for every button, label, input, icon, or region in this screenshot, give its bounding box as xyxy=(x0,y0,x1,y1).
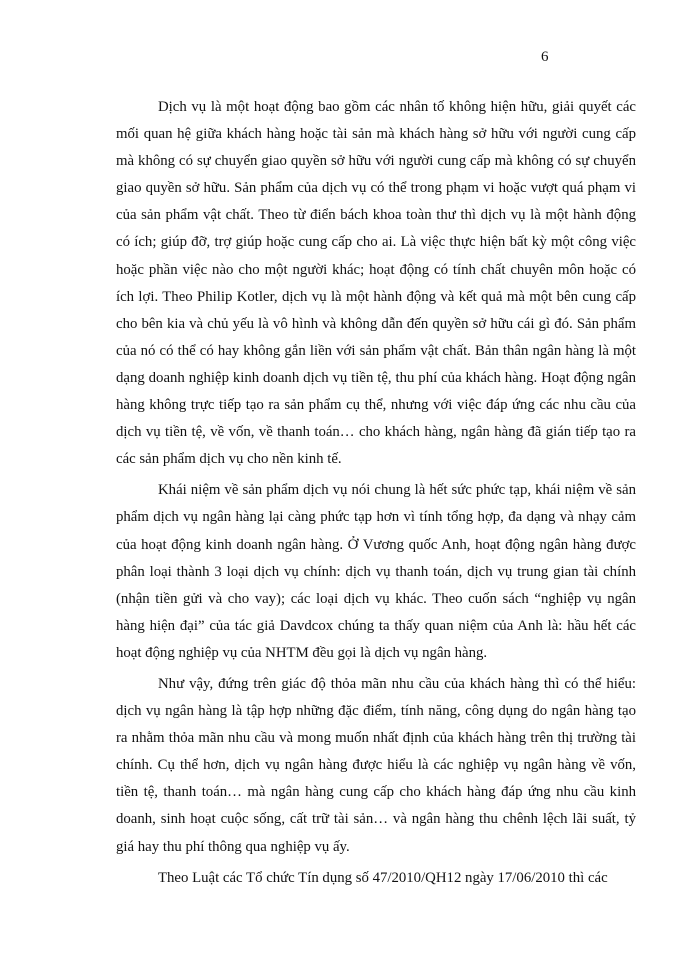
paragraph-service-definition: Dịch vụ là một hoạt động bao gồm các nhân tố không hiện hữu, giải quyết các mối quan hệ giữa khách hàng hoặc tài sản mà khách hàng sở hữu với người cung cấp mà không có sự chuyển giao quyền sở hữu với người cung cấp mà không có sự chuyển giao quyền sở hữu. Sản phẩm của dịch vụ có thể trong phạm vi hoặc vượt quá phạm vi của sản phẩm vật chất. Theo từ điển bách khoa toàn thư thì dịch vụ là một hành động có ích; giúp đỡ, trợ giúp hoặc cung cấp cho ai. Là việc thực hiện bất kỳ một công việc hoặc phần việc nào cho một người khác; hoạt động có tính chất chuyên môn hoặc có ích lợi. Theo Philip Kotler, dịch vụ là một hành động và kết quả mà một bên cung cấp cho bên kia và chủ yếu là vô hình và không dẫn đến quyền sở hữu cái gì đó. Sản phẩm của nó có thể có hay không gắn liền với sản phẩm vật chất. Bản thân ngân hàng là một dạng doanh nghiệp kinh doanh dịch vụ tiền tệ, thu phí của khách hàng. Hoạt động ngân hàng không trực tiếp tạo ra sản phẩm cụ thể, nhưng với việc đáp ứng các nhu cầu của dịch vụ tiền tệ, về vốn, về thanh toán… cho khách hàng, ngân hàng đã gián tiếp tạo ra các sản phẩm dịch vụ cho nền kinh tế. xyxy=(116,99,636,468)
paragraph-bank-service-summary: Như vậy, đứng trên giác độ thỏa mãn nhu cầu của khách hàng thì có thể hiểu: dịch vụ ngân hàng là tập hợp những đặc điểm, tính năng, công dụng do ngân hàng tạo ra nhằm thỏa mãn nhu cầu và mong muốn nhất định của khách hàng trên thị trường tài chính. Cụ thể hơn, dịch vụ ngân hàng được hiểu là các nghiệp vụ ngân hàng về vốn, tiền tệ, thanh toán… mà ngân hàng cung cấp cho khách hàng đáp ứng nhu cầu kinh doanh, sinh hoạt cuộc sống, cất trữ tài sản… và ngân hàng thu chênh lệch lãi suất, tỷ giá hay thu phí thông qua nghiệp vụ ấy. xyxy=(116,675,636,855)
document-body xyxy=(116,94,636,896)
paragraph-credit-law: Theo Luật các Tổ chức Tín dụng số 47/2010/QH12 ngày 17/06/2010 thì các xyxy=(158,869,608,886)
page-number: 6 xyxy=(541,49,549,65)
paragraph-bank-service-concept: Khái niệm về sản phẩm dịch vụ nói chung là hết sức phức tạp, khái niệm về sản phẩm dịch vụ ngân hàng lại càng phức tạp hơn vì tính tổng hợp, đa dạng và nhạy cảm của hoạt động kinh doanh ngân hàng. Ở Vương quốc Anh, hoạt động ngân hàng được phân loại thành 3 loại dịch vụ chính: dịch vụ thanh toán, dịch vụ trung gian tài chính (nhận tiền gửi và cho vay); các loại dịch vụ khác. Theo cuốn sách “nghiệp vụ ngân hàng hiện đại” của tác giả Davdcox chúng ta thấy quan niệm của Anh là: hầu hết các hoạt động nghiệp vụ của NHTM đều gọi là dịch vụ ngân hàng. xyxy=(116,482,636,661)
